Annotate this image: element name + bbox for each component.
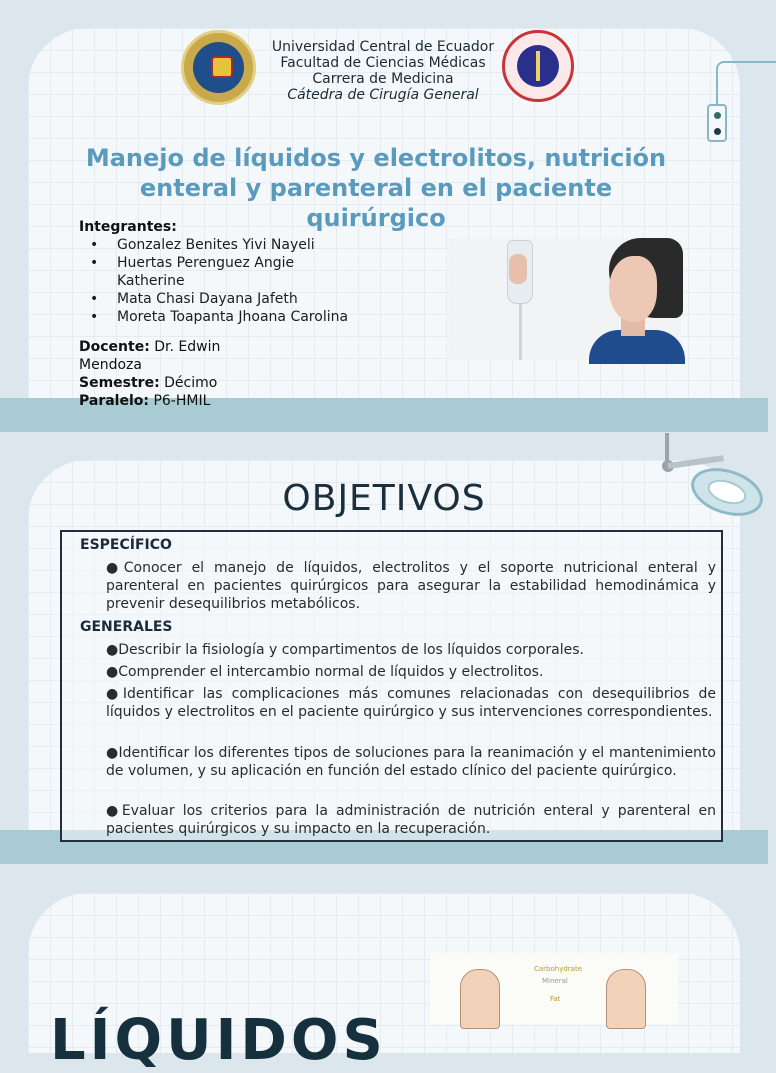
body-composition-diagram (430, 953, 678, 1024)
diagram-label: Fat (550, 995, 561, 1003)
female-figure (606, 969, 646, 1029)
members-list (90, 236, 352, 326)
objectives-box (60, 530, 723, 842)
list-item: • Gonzalez Benites Yivi Nayeli (90, 236, 352, 254)
liquids-title: LÍQUIDOS (50, 1008, 387, 1073)
nurse-iv-photo (449, 238, 681, 360)
decorative-line (716, 61, 776, 107)
generales-heading: GENERALES (80, 619, 173, 635)
paralelo-line (79, 392, 210, 410)
remote-icon (707, 104, 727, 142)
list-item: ●Identificar los diferentes tipos de soluciones para la reanimación y el mantenimiento de volumen, y su aplicación en función del estado clínico del paciente quirúrgico. (106, 745, 716, 779)
chair-name: Cátedra de Cirugía General (287, 87, 479, 103)
list-item: ●Evaluar los criterios para la administración de nutrición enteral y parenteral en pacientes quirúrgicos y su impacto en la recuperación. (106, 803, 716, 837)
paralelo-value: P6-HMIL (153, 393, 211, 409)
list-item: • Moreta Toapanta Jhoana Carolina (90, 308, 352, 326)
university-name: Universidad Central de Ecuador (271, 39, 495, 55)
male-figure (460, 969, 500, 1029)
objectives-title: OBJETIVOS (282, 478, 486, 519)
list-item: ●Identificar las complicaciones más comunes relacionadas con desequilibrios de líquidos y electrolitos en el paciente quirúrgico y sus intervenciones correspondientes. (106, 686, 716, 720)
semestre-label: Semestre: (79, 375, 160, 391)
docente-value: Dr. Edwin Mendoza (79, 339, 221, 373)
career-name: Carrera de Medicina (312, 71, 454, 87)
paralelo-label: Paralelo: (79, 393, 149, 409)
page-title: Manejo de líquidos y electrolitos, nutrición enteral y parenteral en el paciente quirúrgico (85, 144, 667, 232)
list-item: ●Describir la fisiología y compartimentos de los líquidos corporales. (106, 642, 584, 658)
semestre-value: Décimo (164, 375, 218, 391)
list-item: ●Comprender el intercambio normal de líquidos y electrolitos. (106, 664, 544, 680)
semestre-line (79, 374, 217, 392)
list-item: • Mata Chasi Dayana Jafeth (90, 290, 352, 308)
faculty-name: Facultad de Ciencias Médicas (280, 55, 486, 71)
diagram-label: Mineral (542, 977, 568, 985)
especifico-heading: ESPECÍFICO (80, 537, 172, 553)
list-item: • Huertas Perenguez Angie Katherine (90, 254, 352, 290)
list-item: ●Conocer el manejo de líquidos, electrolitos y el soporte nutricional enteral y parenteral en pacientes quirúrgicos para asegurar la estabilidad hemodinámica y prevenir desequilibrios metabólicos. (106, 560, 716, 612)
docente-label: Docente: (79, 339, 150, 355)
diagram-label: Carbohydrate (534, 965, 583, 973)
university-seal (181, 30, 256, 105)
integrantes-heading: Integrantes: (79, 219, 177, 235)
docente-line (79, 338, 269, 374)
